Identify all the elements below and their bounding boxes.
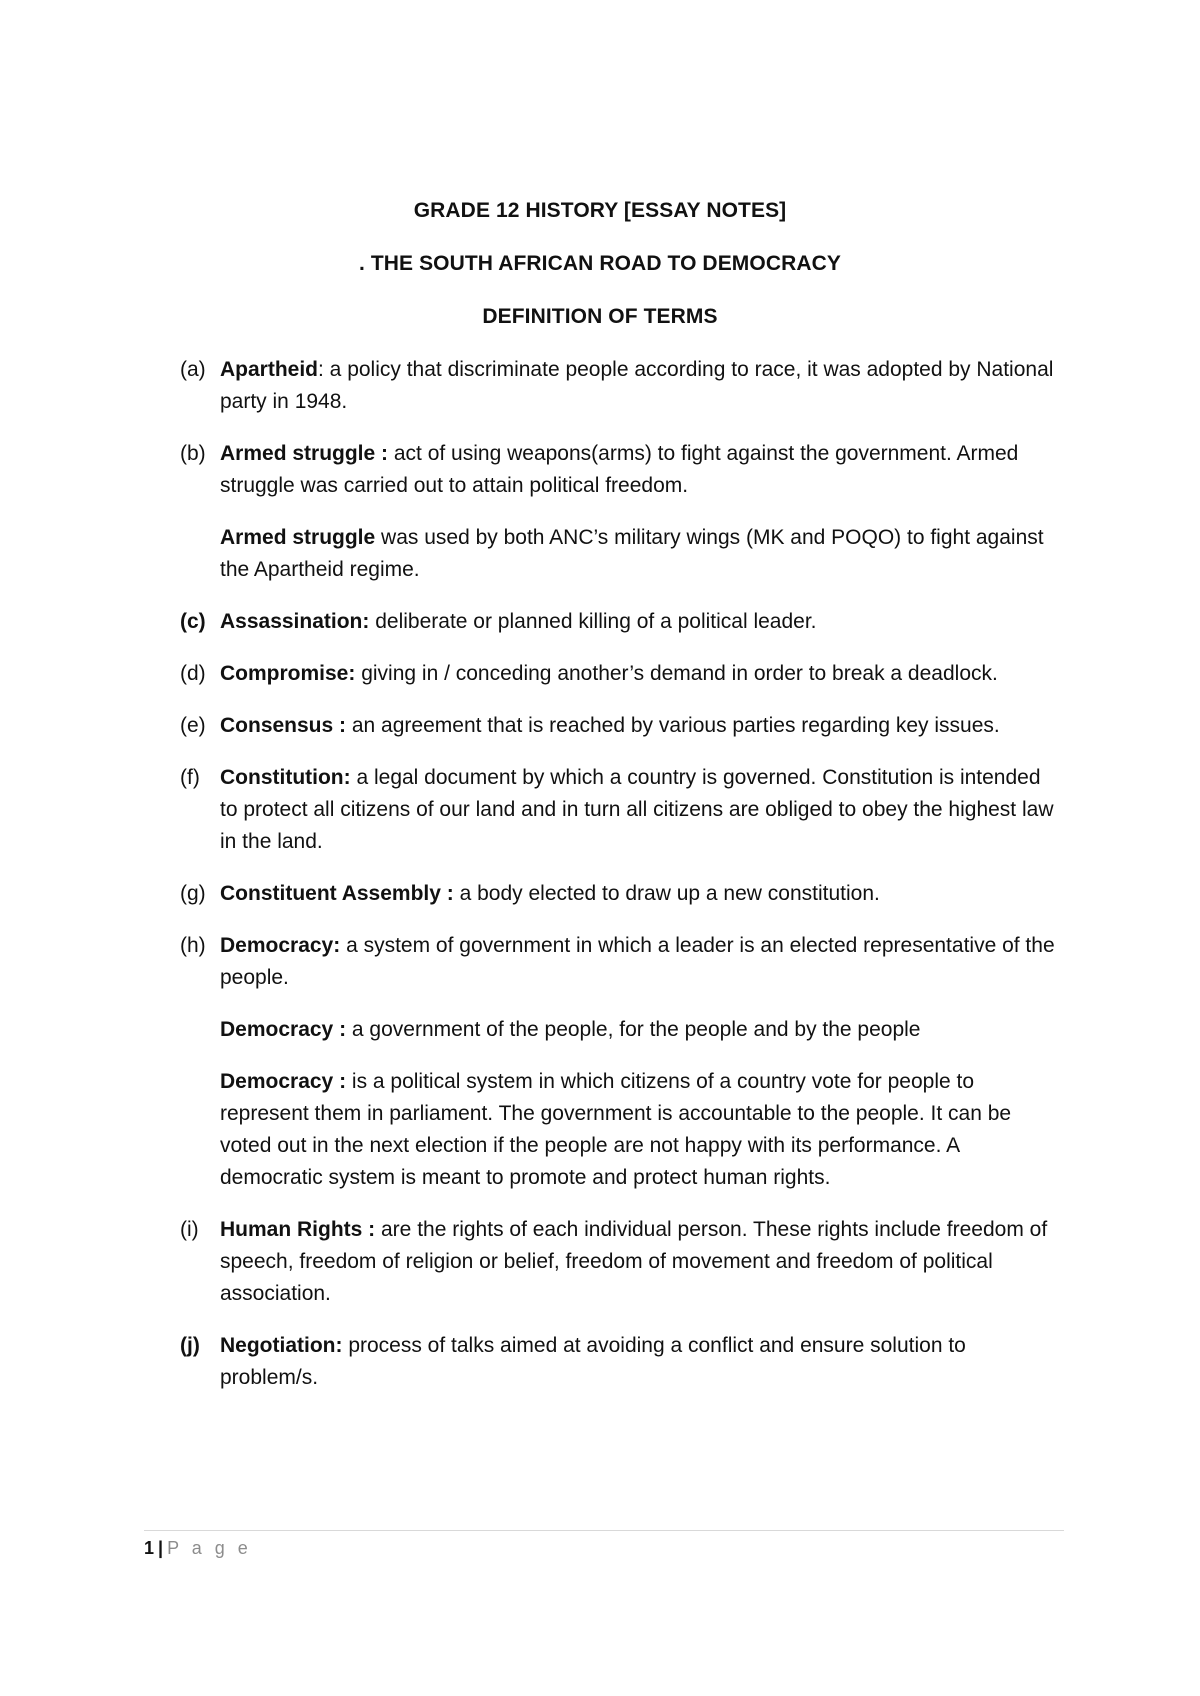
item-letter: (a) — [180, 358, 206, 381]
term-name: Compromise: — [220, 662, 356, 685]
term-definition: a body elected to draw up a new constitution. — [453, 882, 880, 905]
footer-divider — [144, 1530, 1064, 1531]
item-letter: (i) — [180, 1218, 199, 1241]
term-name: Armed struggle : — [220, 442, 389, 465]
document-subtitle: . THE SOUTH AFRICAN ROAD TO DEMOCRACY — [358, 252, 842, 275]
definition-note — [180, 1066, 1060, 1194]
item-letter: (b) — [180, 442, 206, 465]
term-name: Constituent Assembly : — [220, 882, 454, 905]
definition-item — [180, 878, 1060, 910]
item-letter: (g) — [180, 882, 206, 905]
item-letter: (f) — [180, 766, 200, 789]
term-name: Apartheid — [220, 358, 319, 381]
note-text: a government of the people, for the people and by the people — [346, 1018, 921, 1041]
term-definition: process of talks aimed at avoiding a conflict and ensure solution to problem/s. — [220, 1334, 966, 1389]
item-letter: (e) — [180, 714, 206, 737]
term-definition: a system of government in which a leader is an elected representative of the people. — [220, 934, 1055, 989]
item-letter: (j) — [180, 1334, 200, 1357]
definition-item — [180, 1214, 1060, 1310]
footer-separator: | — [158, 1538, 164, 1558]
note-term: Democracy : — [220, 1070, 347, 1093]
definition-item — [180, 710, 1060, 742]
definition-item — [180, 658, 1060, 690]
term-definition: an agreement that is reached by various parties regarding key issues. — [346, 714, 1000, 737]
definition-note — [180, 522, 1060, 586]
page-number: 1 — [144, 1538, 155, 1558]
definition-item — [180, 354, 1060, 418]
term-name: Negotiation: — [220, 1334, 343, 1357]
term-definition: are the rights of each individual person. These rights include freedom of speech, freedom of religion or belief, freedom of movement and freedom of political association. — [220, 1218, 1048, 1305]
definition-item — [180, 438, 1060, 502]
section-heading: DEFINITION OF TERMS — [482, 305, 718, 328]
term-name: Consensus : — [220, 714, 347, 737]
note-term: Armed struggle — [220, 526, 376, 549]
term-name: Human Rights : — [220, 1218, 376, 1241]
term-name: Democracy: — [220, 934, 341, 957]
definition-item — [180, 1330, 1060, 1394]
definition-list — [180, 354, 1060, 1414]
note-text: was used by both ANC’s military wings (MK and POQO) to fight against the Apartheid regime. — [220, 526, 1044, 581]
item-letter: (c) — [180, 610, 206, 633]
term-definition: giving in / conceding another’s demand in order to break a deadlock. — [355, 662, 998, 685]
term-definition: act of using weapons(arms) to fight against the government. Armed struggle was carried out to attain political freedom. — [220, 442, 1019, 497]
term-name: Constitution: — [220, 766, 351, 789]
document-title: GRADE 12 HISTORY [ESSAY NOTES] — [413, 199, 787, 222]
item-letter: (h) — [180, 934, 206, 957]
definition-item — [180, 930, 1060, 994]
definition-item — [180, 606, 1060, 638]
note-text: is a political system in which citizens of a country vote for people to represent them in parliament. The government is accountable to the people. It can be voted out in the next election if the people are not happy with its performance. A democratic system is meant to promote and protect human rights. — [220, 1070, 1012, 1189]
term-definition: a legal document by which a country is governed. Constitution is intended to protect all citizens of our land and in turn all citizens are obliged to obey the highest law in the land. — [220, 766, 1054, 853]
page-footer — [144, 1538, 252, 1559]
item-letter: (d) — [180, 662, 206, 685]
term-definition: deliberate or planned killing of a political leader. — [369, 610, 817, 633]
page-label: P a g e — [167, 1538, 252, 1558]
note-term: Democracy : — [220, 1018, 347, 1041]
term-definition: : a policy that discriminate people according to race, it was adopted by National party in 1948. — [220, 358, 1054, 413]
definition-item — [180, 762, 1060, 858]
term-name: Assassination: — [220, 610, 370, 633]
definition-note — [180, 1014, 1060, 1046]
